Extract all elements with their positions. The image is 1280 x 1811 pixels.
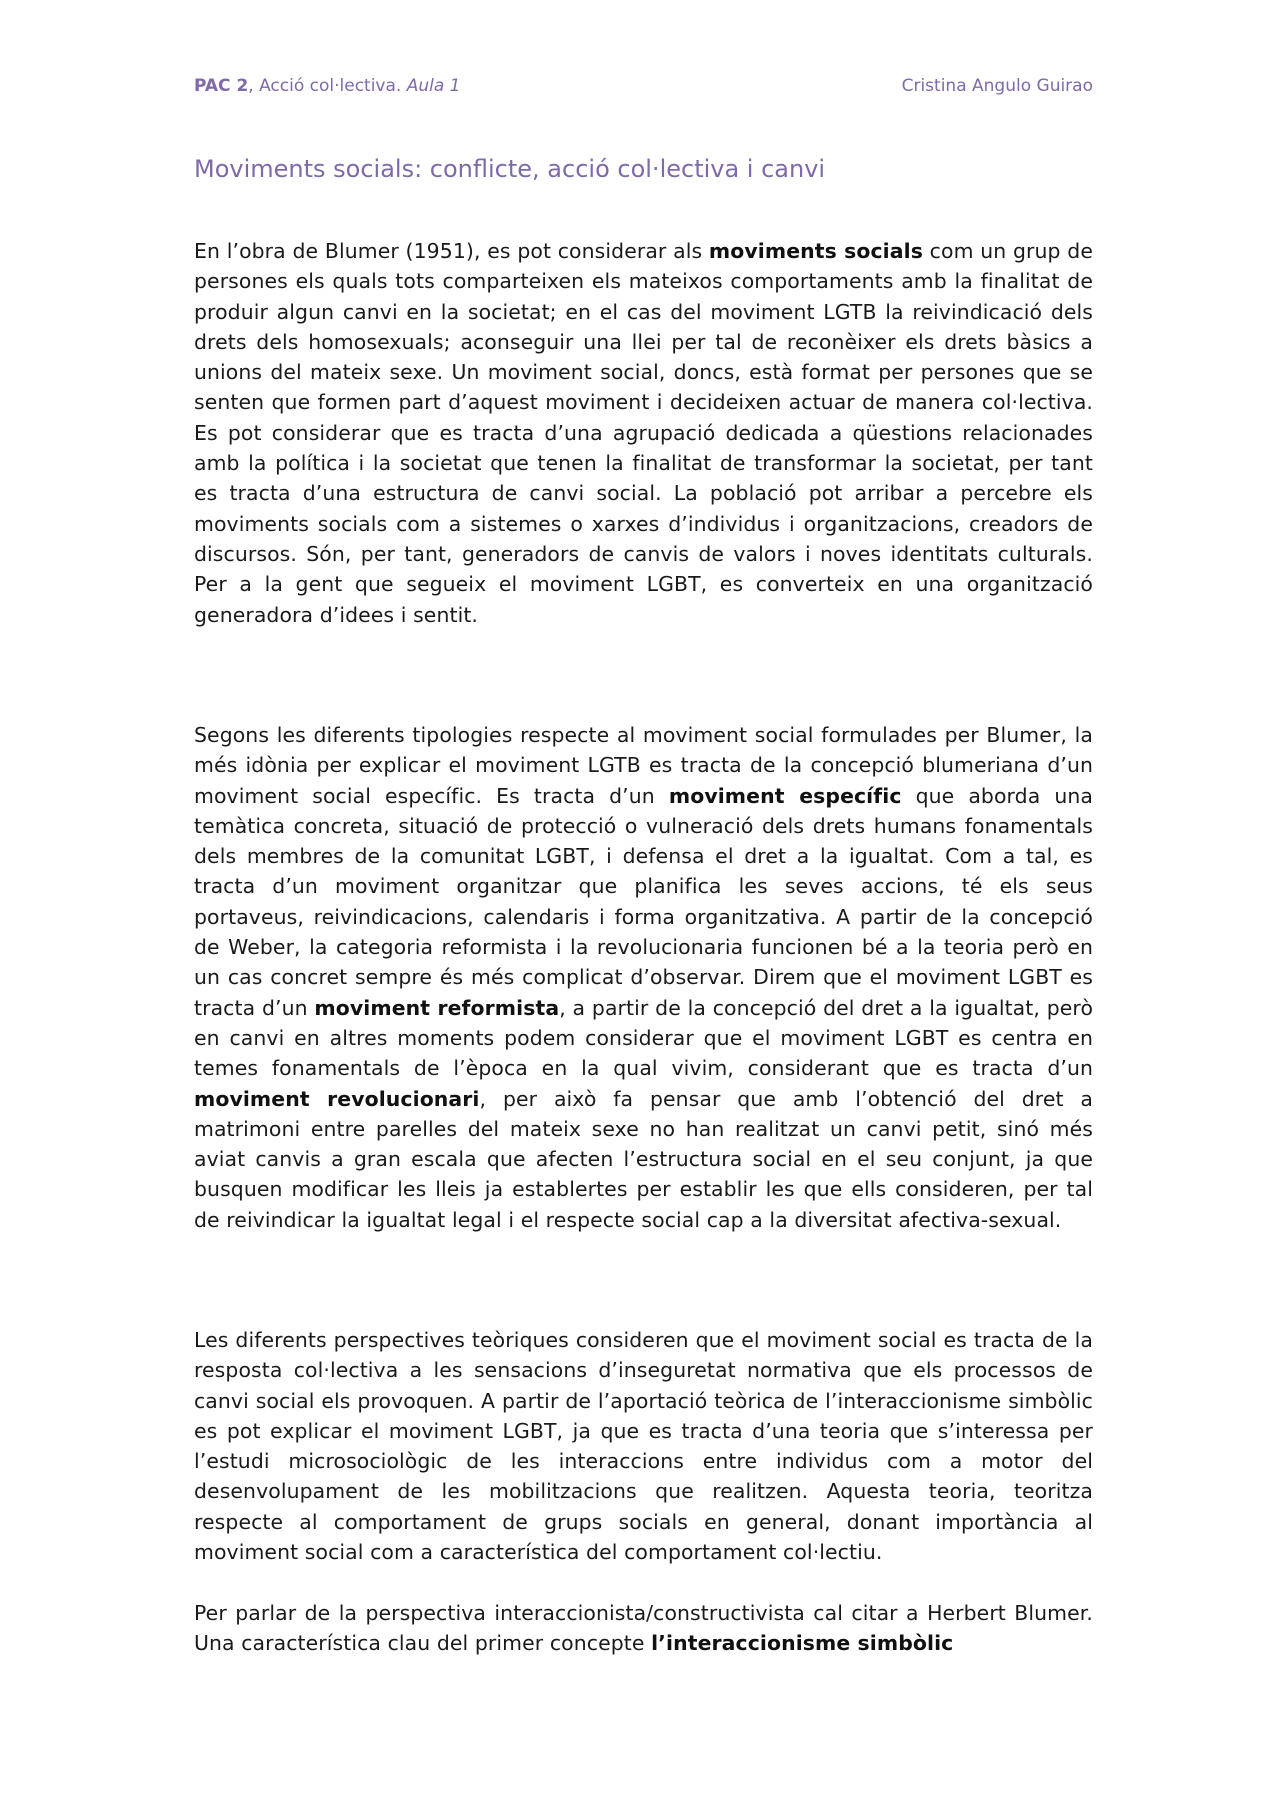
text-run: Les diferents perspectives teòriques consideren que el moviment social es tracta de la resposta col·lectiva a les sensacions d’inseguretat normativa que els processos de canvi social els provoquen. A partir de l’aportació teòrica de l’interaccionisme simbòlic es pot explicar el moviment LGBT, ja que es tracta d’una teoria que s’interessa per l’estudi microsociològic de les interaccions entre individus com a motor del desenvolupament de les mobilitzacions que realitzen. Aquesta teoria, teoritza respecte al comportament de grups socials en general, donant importància al moviment social com a característica del comportament col·lectiu. <box>194 1328 1093 1565</box>
paragraph <box>194 720 1093 1235</box>
paragraph <box>194 1598 1093 1659</box>
paragraph <box>194 1325 1093 1567</box>
header-left <box>194 76 460 96</box>
body-section-4 <box>194 1598 1093 1659</box>
text-run: Segons les diferents tipologies respecte al moviment social formulades per Blumer, la més idònia per explicar el moviment LGTB es tracta de la concepció blumeriana d’un moviment social específic. Es tracta d’un <box>194 723 1093 808</box>
header-classroom: Aula 1 <box>406 76 461 96</box>
text-run: En l’obra de Blumer (1951), es pot considerar als <box>194 239 709 263</box>
bold-term: moviment revolucionari <box>194 1086 480 1111</box>
body-section-3 <box>194 1325 1093 1567</box>
text-run: que aborda una temàtica concreta, situació de protecció o vulneració dels drets humans fonamentals dels membres de la comunitat LGBT, i defensa el dret a la igualtat. Com a tal, es tracta d’un moviment organitzar que planifica les seves accions, té els seus portaveus, reivindicacions, calendaris i forma organitzativa. A partir de la concepció de Weber, la categoria reformista i la revolucionaria funcionen bé a la teoria però en un cas concret sempre és més complicat d’observar. Direm que el moviment LGBT es tracta d’un <box>194 783 1094 1020</box>
paragraph <box>194 236 1093 630</box>
header-assignment: PAC 2 <box>194 76 249 96</box>
body-section-1 <box>194 236 1093 630</box>
page-title: Moviments socials: conflicte, acció col·lectiva i canvi <box>194 155 826 183</box>
text-run: com un grup de persones els quals tots comparteixen els mateixos comportaments amb la finalitat de produir algun canvi en la societat; en el cas del moviment LGTB la reivindicació dels drets dels homosexuals; aconseguir una llei per tal de reconèixer els drets bàsics a unions del mateix sexe. Un moviment social, doncs, està format per persones que se senten que formen part d’aquest moviment i decideixen actuar de manera col·lectiva. Es pot considerar que es tracta d’una agrupació dedicada a qüestions relacionades amb la política i la societat que tenen la finalitat de transformar la societat, per tant es tracta d’una estructura de canvi social. La població pot arribar a percebre els moviments socials com a sistemes o xarxes d’individus i organitzacions, creadors de discursos. Són, per tant, generadors de canvis de valors i noves identitats culturals. Per a la gent que segueix el moviment LGBT, es converteix en una organització generadora d’idees i sentit. <box>194 239 1093 627</box>
bold-term: l’interaccionisme simbòlic <box>651 1631 954 1656</box>
bold-term: moviment específic <box>668 783 902 808</box>
header-author: Cristina Angulo Guirao <box>901 76 1093 96</box>
bold-term: moviment reformista <box>314 995 560 1020</box>
text-run: , a partir de la concepció del dret a la igualtat, però en canvi en altres moments podem considerar que el moviment LGBT es centra en temes fonamentals de l’època en la qual vivim, considerant que es tracta d’un <box>194 995 1094 1081</box>
text-run: , per això fa pensar que amb l’obtenció del dret a matrimoni entre parelles del mateix sexe no han realitzat un canvi petit, sinó més aviat canvis a gran escala que afecten l’estructura social en el seu conjunt, ja que busquen modificar les lleis ja establertes per establir les que ells consideren, per tal de reivindicar la igualtat legal i el respecte social cap a la diversitat afectiva-sexual. <box>194 1086 1093 1232</box>
header-course: , Acció col·lectiva. <box>248 76 407 96</box>
body-section-2 <box>194 720 1093 1235</box>
bold-term: moviments socials <box>708 239 923 263</box>
page-header <box>194 76 1093 96</box>
text-run: Per parlar de la perspectiva interaccionista/constructivista cal citar a Herbert Blumer. Una característica clau del primer concepte <box>194 1601 1093 1656</box>
